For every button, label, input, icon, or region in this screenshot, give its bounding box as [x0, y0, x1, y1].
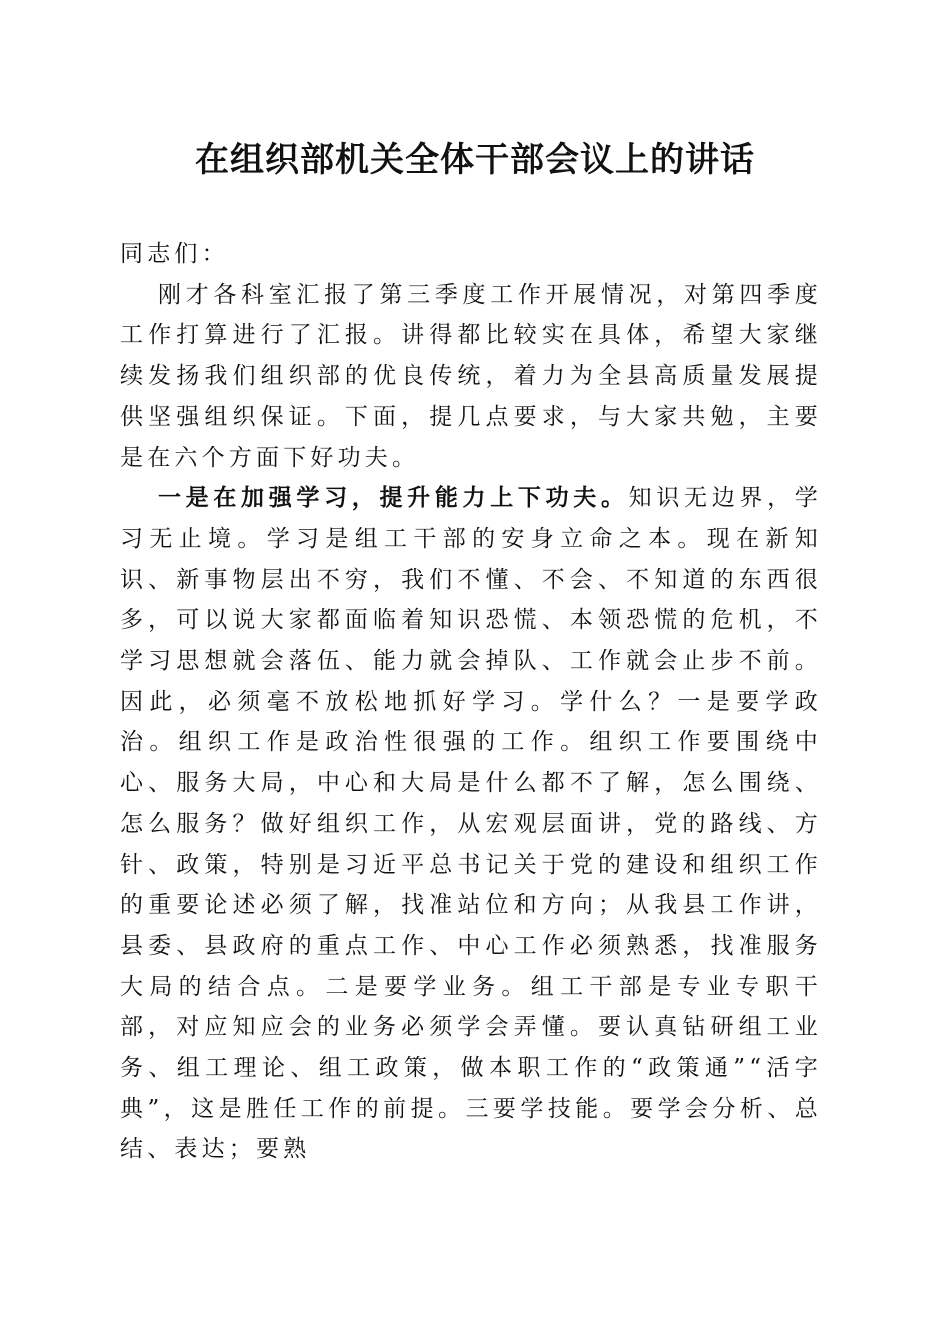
paragraph-intro [120, 275, 822, 479]
salutation: 同志们： [120, 241, 229, 267]
document-title: 在组织部机关全体干部会议上的讲话 [195, 140, 755, 180]
document-body [120, 234, 822, 1170]
paragraph-study [120, 478, 822, 1170]
paragraph-text: 刚才各科室汇报了第三季度工作开展情况，对第四季度工作打算进行了汇报。讲得都比较实在具体，希望大家继续发扬我们组织部的优良传统，着力为全县高质量发展提供坚强组织保证。下面，提几点要求，与大家共勉，主要是在六个方面下好功夫。 [120, 281, 822, 471]
paragraph-heading: 一是在加强学习，提升能力上下功夫。 [158, 484, 629, 512]
paragraph-text: 知识无边界，学习无止境。学习是组工干部的安身立命之本。现在新知识、新事物层出不穷，我们不懂、不会、不知道的东西很多，可以说大家都面临着知识恐慌、本领恐慌的危机，不学习思想就会落伍、能力就会掉队、工作就会止步不前。因此，必须毫不放松地抓好学习。学什么？一是要学政治。组织工作是政治性很强的工作。组织工作要围绕中心、服务大局，中心和大局是什么都不了解，怎么围绕、怎么服务？做好组织工作，从宏观层面讲，党的路线、方针、政策，特别是习近平总书记关于党的建设和组织工作的重要论述必须了解，找准站位和方向；从我县工作讲，县委、县政府的重点工作、中心工作必须熟悉，找准服务大局的结合点。二是要学业务。组工干部是专业专职干部，对应知应会的业务必须学会弄懂。要认真钻研组工业务、组工理论、组工政策，做本职工作的“政策通”“活字典”，这是胜任工作的前提。三要学技能。要学会分析、总结、表达；要熟 [120, 485, 822, 1163]
